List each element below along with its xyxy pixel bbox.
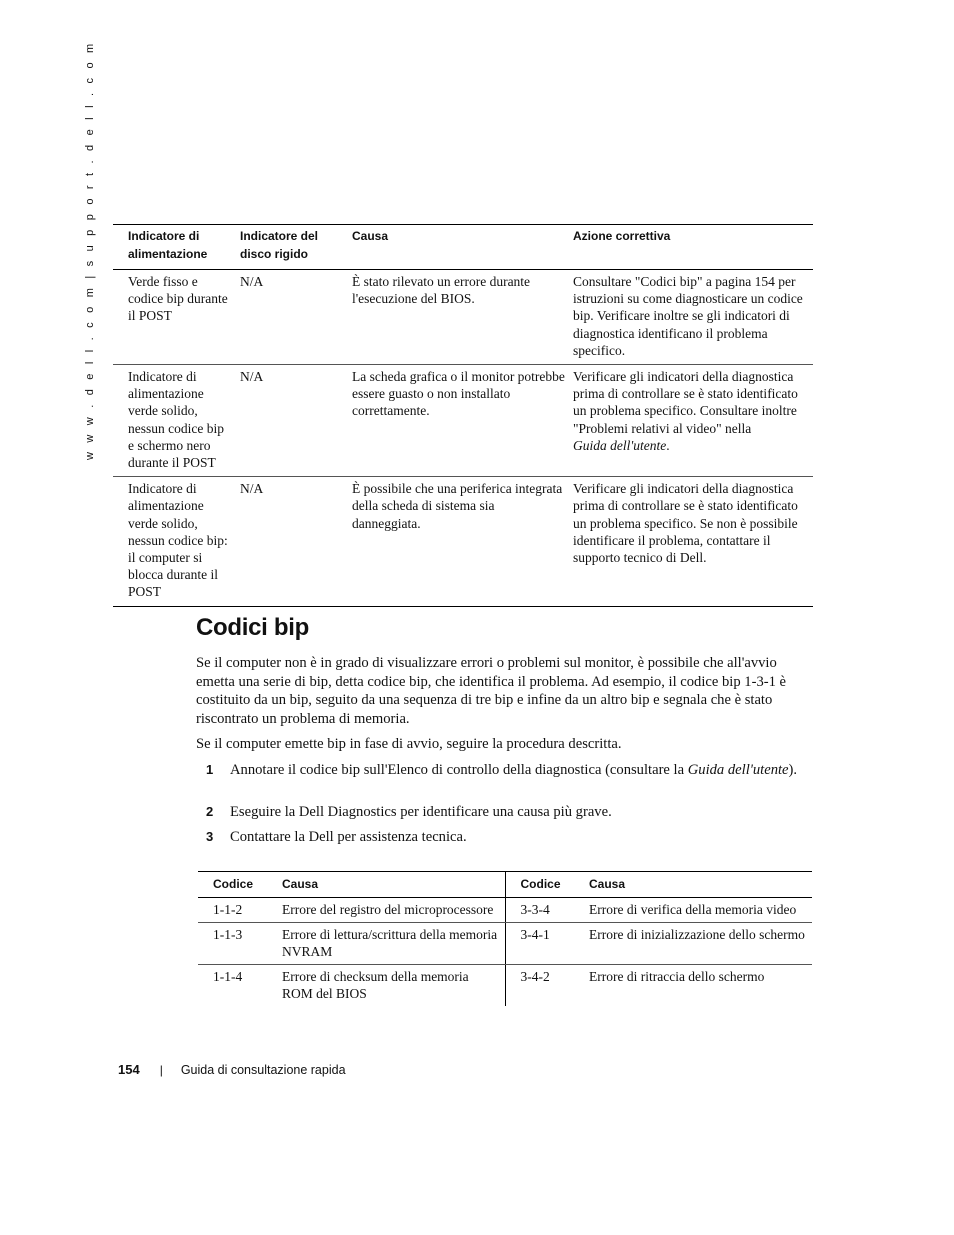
action-end: . [666,437,670,453]
step-text: Contattare la Dell per assistenza tecnica. [230,829,467,845]
cell-action: Consultare "Codici bip" a pagina 154 per istruzioni su come diagnosticare un codice bip. Verificare inoltre se gli indicatori di diagnostica identificano il problema specifico. [570,270,813,365]
cell-cause: È possibile che una periferica integrata della scheda di sistema sia danneggiata. [349,477,570,606]
cell-cause: Errore di checksum della memoria ROM del BIOS [267,965,505,1007]
cell-power: Verde fisso e codice bip durante il POST [113,270,237,365]
header-code: Codice [198,872,267,898]
header-cause: Causa [349,225,570,270]
header-disk-indicator: Indicatore del disco rigido [237,225,349,270]
cell-disk: N/A [237,270,349,365]
cell-power: Indicatore di alimentazione verde solido, nessun codice bip: il computer si blocca durante il POST [113,477,237,606]
table-row [198,923,812,965]
table-row [198,898,812,923]
cell-disk: N/A [237,365,349,477]
action-text: Verificare gli indicatori della diagnostica prima di controllare se è stato identificato un problema specifico. Consultare inoltre "Problemi relativi al video" nella [573,369,798,436]
side-url: w w w . d e l l . c o m | s u p p o r t . d e l l . c o m [84,40,96,460]
footer-separator: | [159,1063,163,1077]
procedure-paragraph: Se il computer emette bip in fase di avvio, seguire la procedura descritta. [196,736,622,752]
step-text: Eseguire la Dell Diagnostics per identificare una causa più grave. [230,804,612,820]
header-power-indicator: Indicatore di alimentazione [113,225,237,270]
intro-paragraph: Se il computer non è in grado di visualizzare errori o problemi sul monitor, è possibile che all'avvio emetta una serie di bip, detta codice bip, che identifica il problema. Ad esempio, il codice bip 1-3-1 è costituito da un bip, seguito da una sequenza di tre bip e infine da un altro bip e segnala che è stato riscontrato un problema di memoria. [196,655,787,728]
indicator-table [113,224,813,607]
table-row [198,965,812,1007]
step-text [230,761,818,779]
cell-code: 3-4-1 [505,923,574,965]
table-header-row [198,872,812,898]
step-text-main: Annotare il codice bip sull'Elenco di controllo della diagnostica (consultare la [230,762,688,778]
table-row [113,477,813,606]
cell-power: Indicatore di alimentazione verde solido, nessun codice bip e schermo nero durante il POST [113,365,237,477]
cell-code: 1-1-4 [213,969,243,984]
step-number: 3 [206,829,214,844]
section-title: Codici bip [196,614,309,641]
header-cause: Causa [574,872,812,898]
step-number: 2 [206,804,214,819]
guide-reference: Guida dell'utente [573,437,667,453]
cell-cause: La scheda grafica o il monitor potrebbe essere guasto o non installato correttamente. [349,365,570,477]
header-code: Codice [505,872,574,898]
cell-cause: Errore di ritraccia dello schermo [589,969,765,984]
cell-cause: Errore di inizializzazione dello schermo [574,923,812,965]
table-row [113,365,813,477]
list-item [196,828,818,846]
page-number: 154 [118,1062,140,1077]
cell-cause: Errore di verifica della memoria video [574,898,812,923]
cell-code: 3-3-4 [505,898,574,923]
list-item [196,761,818,779]
cell-cause: Errore del registro del microprocessore [267,898,505,923]
page-footer [118,1062,346,1077]
step-text-end: ). [788,762,798,778]
footer-title: Guida di consultazione rapida [180,1063,346,1077]
beep-code-table [198,871,812,1006]
cell-code: 1-1-3 [198,923,267,965]
cell-code: 1-1-2 [198,898,267,923]
list-item [196,803,818,821]
step-number: 1 [206,762,214,777]
cell-action [570,365,813,477]
header-cause: Causa [267,872,505,898]
table-header-row [113,225,813,270]
guide-reference: Guida dell'utente [687,762,789,778]
table-row [113,270,813,365]
cell-cause: È stato rilevato un errore durante l'esecuzione del BIOS. [349,270,570,365]
cell-action: Verificare gli indicatori della diagnostica prima di controllare se è stato identificato un problema specifico. Se non è possibile identificare il problema, contattare il supporto tecnico di Dell. [570,477,813,606]
header-corrective-action: Azione correttiva [570,225,813,270]
cell-disk: N/A [237,477,349,606]
cell-cause: Errore di lettura/scrittura della memoria NVRAM [267,923,505,965]
cell-code: 3-4-2 [520,969,550,984]
